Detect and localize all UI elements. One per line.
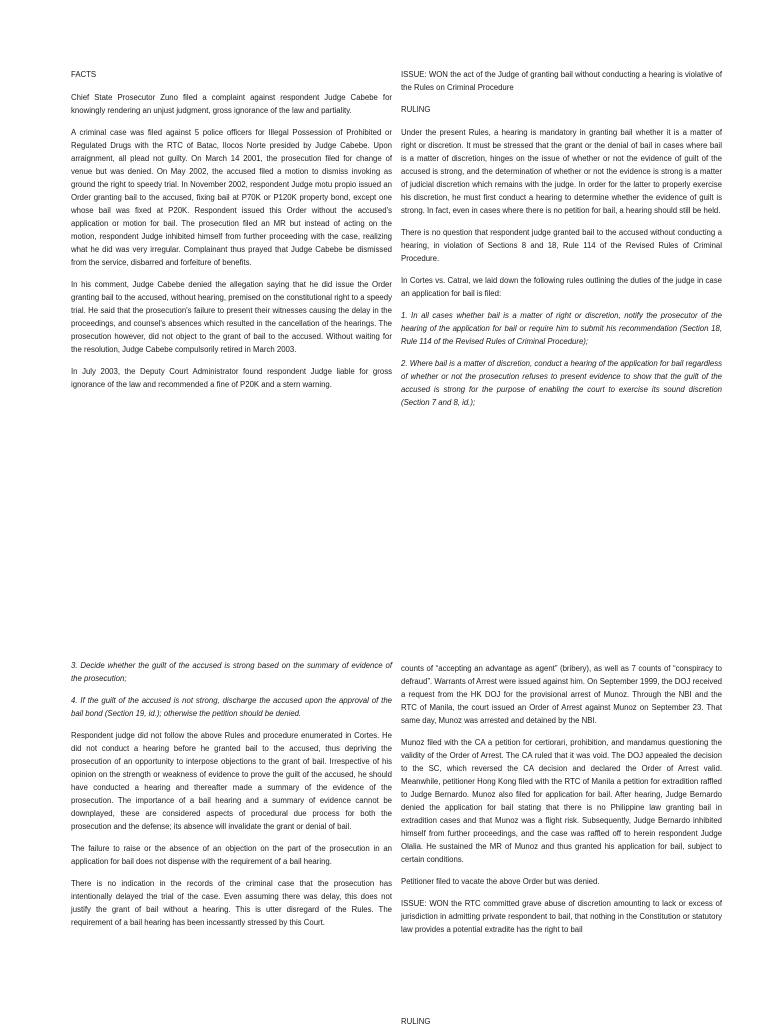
- facts-paragraph: In July 2003, the Deputy Court Administrator found respondent Judge liable for gross ignorance of the law and recommended a fine of P20K and a stern warning.: [71, 367, 392, 389]
- rule-item: 2. Where bail is a matter of discretion, conduct a hearing of the application for bail regardless of whether or not the prosecution refuses to present evidence to show that the guilt of the accused is strong for the purpose of enabling the court to exercise its sound discretion (Section 7 and 8, id.);: [401, 359, 722, 407]
- facts-column: [71, 68, 392, 400]
- rule-item: 1. In all cases whether bail is a matter of right or discretion, notify the prosecutor of the hearing of the application for bail or require him to submit his recommendation (Section 18, Rule 114 of the Revised Rules of Criminal Procedure);: [401, 311, 722, 346]
- case-paragraph: Petitioner filed to vacate the above Order but was denied.: [401, 877, 600, 886]
- ruling-paragraph: There is no indication in the records of the criminal case that the prosecution has intentionally delayed the trial of the case. Even assuming there was delay, this does not justify the grant of bail without a hearing. This is utter disregard of the Rules. The requirement of a bail hearing has been incessantly stressed by this Court.: [71, 879, 392, 927]
- facts-paragraph: In his comment, Judge Cabebe denied the allegation saying that he did issue the Order granting bail to the accused, without hearing, premised on the constitutional right to a speedy trial. He said that the prosecution's failure to present their witnesses causing the delay in the proceedings, and counsel's absences which resulted in the cancellation of the hearings. The prosecution however, did not object to the grant of bail to the accused. Without waiting for the resolution, Judge Cabebe compulsorily retired in March 2003.: [71, 280, 392, 354]
- issue-statement: ISSUE: WON the act of the Judge of granting bail without conducting a hearing is violative of the Rules on Criminal Procedure: [401, 70, 722, 92]
- second-case-column: [401, 662, 722, 945]
- ruling-paragraph: There is no question that respondent judge granted bail to the accused without conducting a hearing, in violation of Sections 8 and 18, Rule 114 of the Revised Rules of Criminal Procedure.: [401, 228, 722, 263]
- ruling-paragraph: Respondent judge did not follow the above Rules and procedure enumerated in Cortes. He did not conduct a hearing before he granted bail to the accused, thus depriving the prosecution of an opportunity to interpose objections to the grant of bail. Irrespective of his opinion on the strength or weakness of evidence to prove the guilt of the accused, he should have conducted a hearing and thereafter made a summary of the evidence of the prosecution. The importance of a bail hearing and a summary of evidence cannot be downplayed, these are considered aspects of procedural due process for both the prosecution and the defense; its absence will invalidate the grant or denial of bail.: [71, 731, 392, 831]
- rule-item: 4. If the guilt of the accused is not strong, discharge the accused upon the approval of the bail bond (Section 19, id.); otherwise the petition should be denied.: [71, 696, 392, 718]
- rules-continued-column: [71, 659, 392, 938]
- ruling-heading-cut: RULING: [401, 1017, 431, 1026]
- ruling-paragraph: In Cortes vs. Catral, we laid down the following rules outlining the duties of the judge in case an application for bail is filed:: [401, 276, 722, 298]
- ruling-paragraph: Under the present Rules, a hearing is mandatory in granting bail whether it is a matter of right or discretion. It must be stressed that the grant or the denial of bail in cases where bail is a matter of discretion, hinges on the issue of whether or not the evidence of guilt of the accused is strong, and the determination of whether or not the evidence is strong is a matter of judicial discretion which remains with the judge. In order for the latter to properly exercise his discretion, he must first conduct a hearing to determine whether the evidence of guilt is strong. In fact, even in cases where there is no petition for bail, a hearing should still be held.: [401, 128, 722, 215]
- facts-paragraph: A criminal case was filed against 5 police officers for Illegal Possession of Prohibited or Regulated Drugs with the RTC of Batac, Ilocos Norte presided by Judge Cabebe. Upon arraignment, all plead not guilty. On March 14 2001, the prosecution filed for change of venue but was denied. On May 2002, the accused filed a motion to dismiss invoking as ground the right to speedy trial. In November 2002, respondent Judge motu propio issued an Order granting bail to the accused, fixing bail at P70K or P120K property bond, except one whose bail was fixed at P20K. Respondent issued this Order without the accused's application or motion for bail. The prosecution filed an MR but instead of acting on the motion, respondent Judge inhibited himself from further proceeding with the case, realizing what he did was very irregular. Complainant thus prayed that Judge Cabebe be dismissed from the service, disbarred and forfeiture of benefits.: [71, 128, 392, 267]
- facts-heading: FACTS: [71, 70, 97, 79]
- facts-paragraph: Chief State Prosecutor Zuno filed a complaint against respondent Judge Cabebe for knowingly rendering an unjust judgment, gross ignorance of the law and partiality.: [71, 93, 392, 115]
- rule-item: 3. Decide whether the guilt of the accused is strong based on the summary of evidence of the prosecution;: [71, 661, 392, 683]
- issue-statement: ISSUE: WON the RTC committed grave abuse of discretion amounting to lack or excess of jurisdiction in admitting private respondent to bail, that nothing in the Constitution or statutory law provides a potential extradite has the right to bail: [401, 899, 722, 934]
- ruling-paragraph: The failure to raise or the absence of an objection on the part of the prosecution in an application for bail does not dispense with the requirement of a bail hearing.: [71, 844, 392, 866]
- case-paragraph: Munoz filed with the CA a petition for certiorari, prohibition, and mandamus questioning the validity of the Order of Arrest. The CA ruled that it was void. The DOJ appealed the decision to the SC, which reversed the CA decision and declared the Order of Arrest valid. Meanwhile, petitioner Hong Kong filed with the RTC of Manila a petition for extradition raffled to Judge Bernardo. Munoz also filed for application for bail. After hearing, Judge Bernardo denied the application for bail stating that there is no Philippine law granting bail in extradition cases and that Munoz was a flight risk. Subsequently, Judge Bernardo inhibited himself from further proceedings, and the case was raffled off to herein respondent Judge Olalia. He sustained the MR of Munoz and thus granted his application for bail, subject to certain conditions.: [401, 738, 722, 864]
- ruling-heading: RULING: [401, 105, 431, 114]
- ruling-column: [401, 68, 722, 418]
- case-paragraph: counts of “accepting an advantage as agent” (bribery), as well as 7 counts of “conspiracy to defraud”. Warrants of Arrest were issued against him. On September 1999, the DOJ received a request from the HK DOJ for the provisional arrest of Munoz. Through the NBI and the RTC of Manila, the court issued an Order of Arrest against Munoz on September 23. That same day, Munoz was arrested and detained by the NBI.: [401, 664, 722, 725]
